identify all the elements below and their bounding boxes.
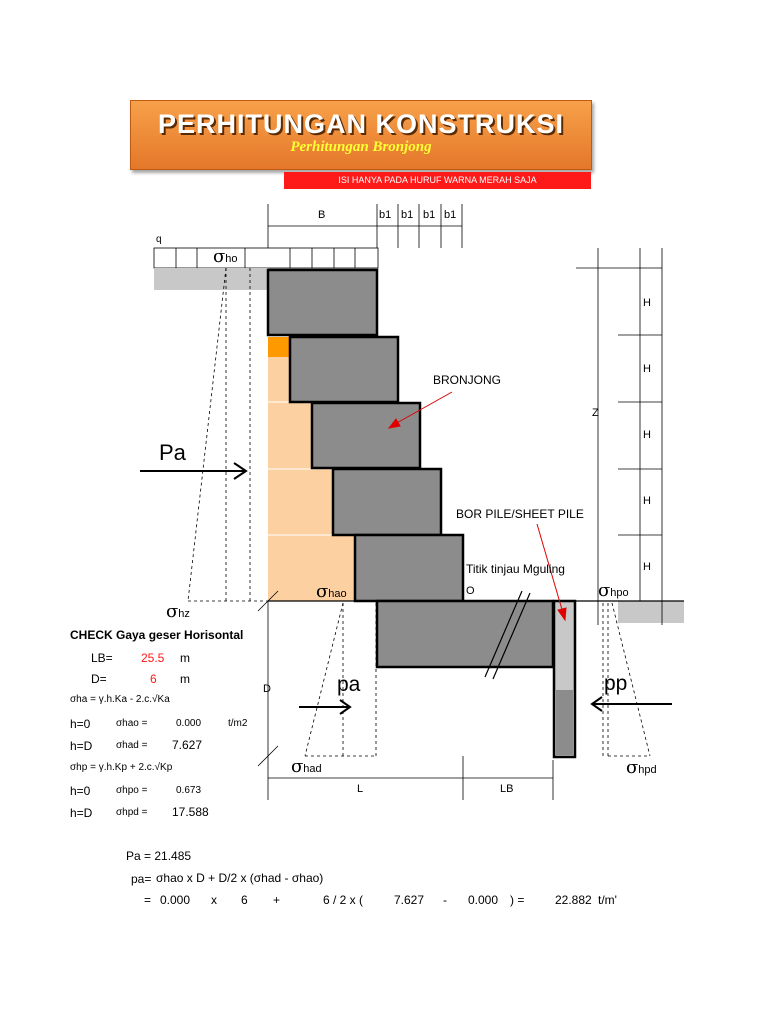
hD-label-2: h=D	[70, 806, 93, 820]
label-B: B	[318, 209, 326, 221]
label-pp: pp	[604, 672, 628, 695]
page-subtitle: Perhitungan Bronjong	[290, 139, 432, 155]
label-bor-pile: BOR PILE/SHEET PILE	[456, 507, 584, 521]
label-H-2: H	[643, 363, 651, 375]
shad-label: σhad =	[116, 740, 148, 751]
pa-label: pa=	[131, 872, 152, 886]
lb-label: LB=	[91, 651, 113, 665]
eq-result: 22.882	[555, 893, 592, 907]
label-H-1: H	[643, 297, 651, 309]
shpo-label: σhpo =	[116, 785, 148, 796]
hD-label-1: h=D	[70, 739, 93, 753]
sha-formula: σha = γ.h.Ka - 2.c.√Ka	[70, 694, 170, 705]
label-O: O	[466, 585, 475, 597]
lb-value[interactable]: 25.5	[141, 651, 165, 665]
orange-marker	[268, 337, 289, 357]
eq-unit: t/m'	[598, 893, 617, 907]
label-D: D	[263, 683, 271, 695]
eq-minus: -	[443, 893, 447, 907]
calc-heading: CHECK Gaya geser Horisontal	[70, 628, 244, 642]
d-unit: m	[180, 672, 190, 686]
shao-unit: t/m2	[228, 718, 248, 729]
eq-close: ) =	[510, 893, 525, 907]
label-H-5: H	[643, 561, 651, 573]
sigma-ho-label: σho	[213, 246, 238, 267]
instruction-note: ISI HANYA PADA HURUF WARNA MERAH SAJA	[284, 172, 591, 189]
shao-label: σhao =	[116, 718, 148, 729]
ground-right	[618, 601, 684, 623]
label-L: L	[357, 783, 364, 795]
eq-plus: +	[273, 893, 281, 907]
surcharge-grid	[154, 248, 378, 268]
label-Pa: Pa	[159, 440, 186, 465]
sigma-hz-label: σhz	[166, 601, 190, 622]
eq-v4: 7.627	[394, 893, 425, 907]
shp-formula: σhp = γ.h.Kp + 2.c.√Kp	[70, 762, 173, 773]
shpd-value: 17.588	[172, 805, 209, 819]
label-titik-tinjau: Titik tinjau Mguling	[466, 562, 565, 576]
eq-v3: 6 / 2 x (	[323, 893, 364, 907]
shad-value: 7.627	[172, 738, 203, 752]
label-bronjong: BRONJONG	[433, 373, 502, 387]
eq-v2: 6	[241, 893, 248, 907]
shpd-label: σhpd =	[116, 807, 148, 818]
label-H-3: H	[643, 429, 651, 441]
pa-formula: σhao x D + D/2 x (σhad - σhao)	[156, 871, 324, 885]
label-b1-4: b1	[444, 209, 457, 221]
label-pa: pa	[337, 673, 361, 696]
gabion-blocks	[268, 270, 553, 667]
eq-v1: 0.000	[160, 893, 191, 907]
sigma-hpd-label: σhpd	[626, 757, 657, 778]
sigma-hpo-label: σhpo	[598, 580, 629, 601]
label-H-4: H	[643, 495, 651, 507]
Pa-result: Pa = 21.485	[126, 849, 192, 863]
d-value[interactable]: 6	[150, 672, 157, 686]
h0-label: h=0	[70, 717, 91, 731]
label-b1-1: b1	[379, 209, 392, 221]
eq-v5: 0.000	[468, 893, 499, 907]
sigma-hao-label: σhao	[316, 581, 347, 602]
shao-value: 0.000	[176, 718, 202, 729]
ground-left	[154, 268, 268, 290]
label-b1-2: b1	[401, 209, 414, 221]
bor-pile-lower	[556, 690, 573, 755]
label-b1-3: b1	[423, 209, 436, 221]
shpo-value: 0.673	[176, 785, 202, 796]
lb-unit: m	[180, 651, 190, 665]
label-q: q	[156, 234, 162, 245]
page-title: PERHITUNGAN KONSTRUKSI	[157, 109, 564, 139]
label-LB: LB	[500, 783, 514, 795]
eq-x1: x	[211, 893, 217, 907]
d-label: D=	[91, 672, 107, 686]
sigma-had-label: σhad	[291, 756, 322, 777]
h0-label-2: h=0	[70, 784, 91, 798]
label-Z: Z	[592, 407, 599, 419]
eq-sign: =	[144, 893, 152, 907]
